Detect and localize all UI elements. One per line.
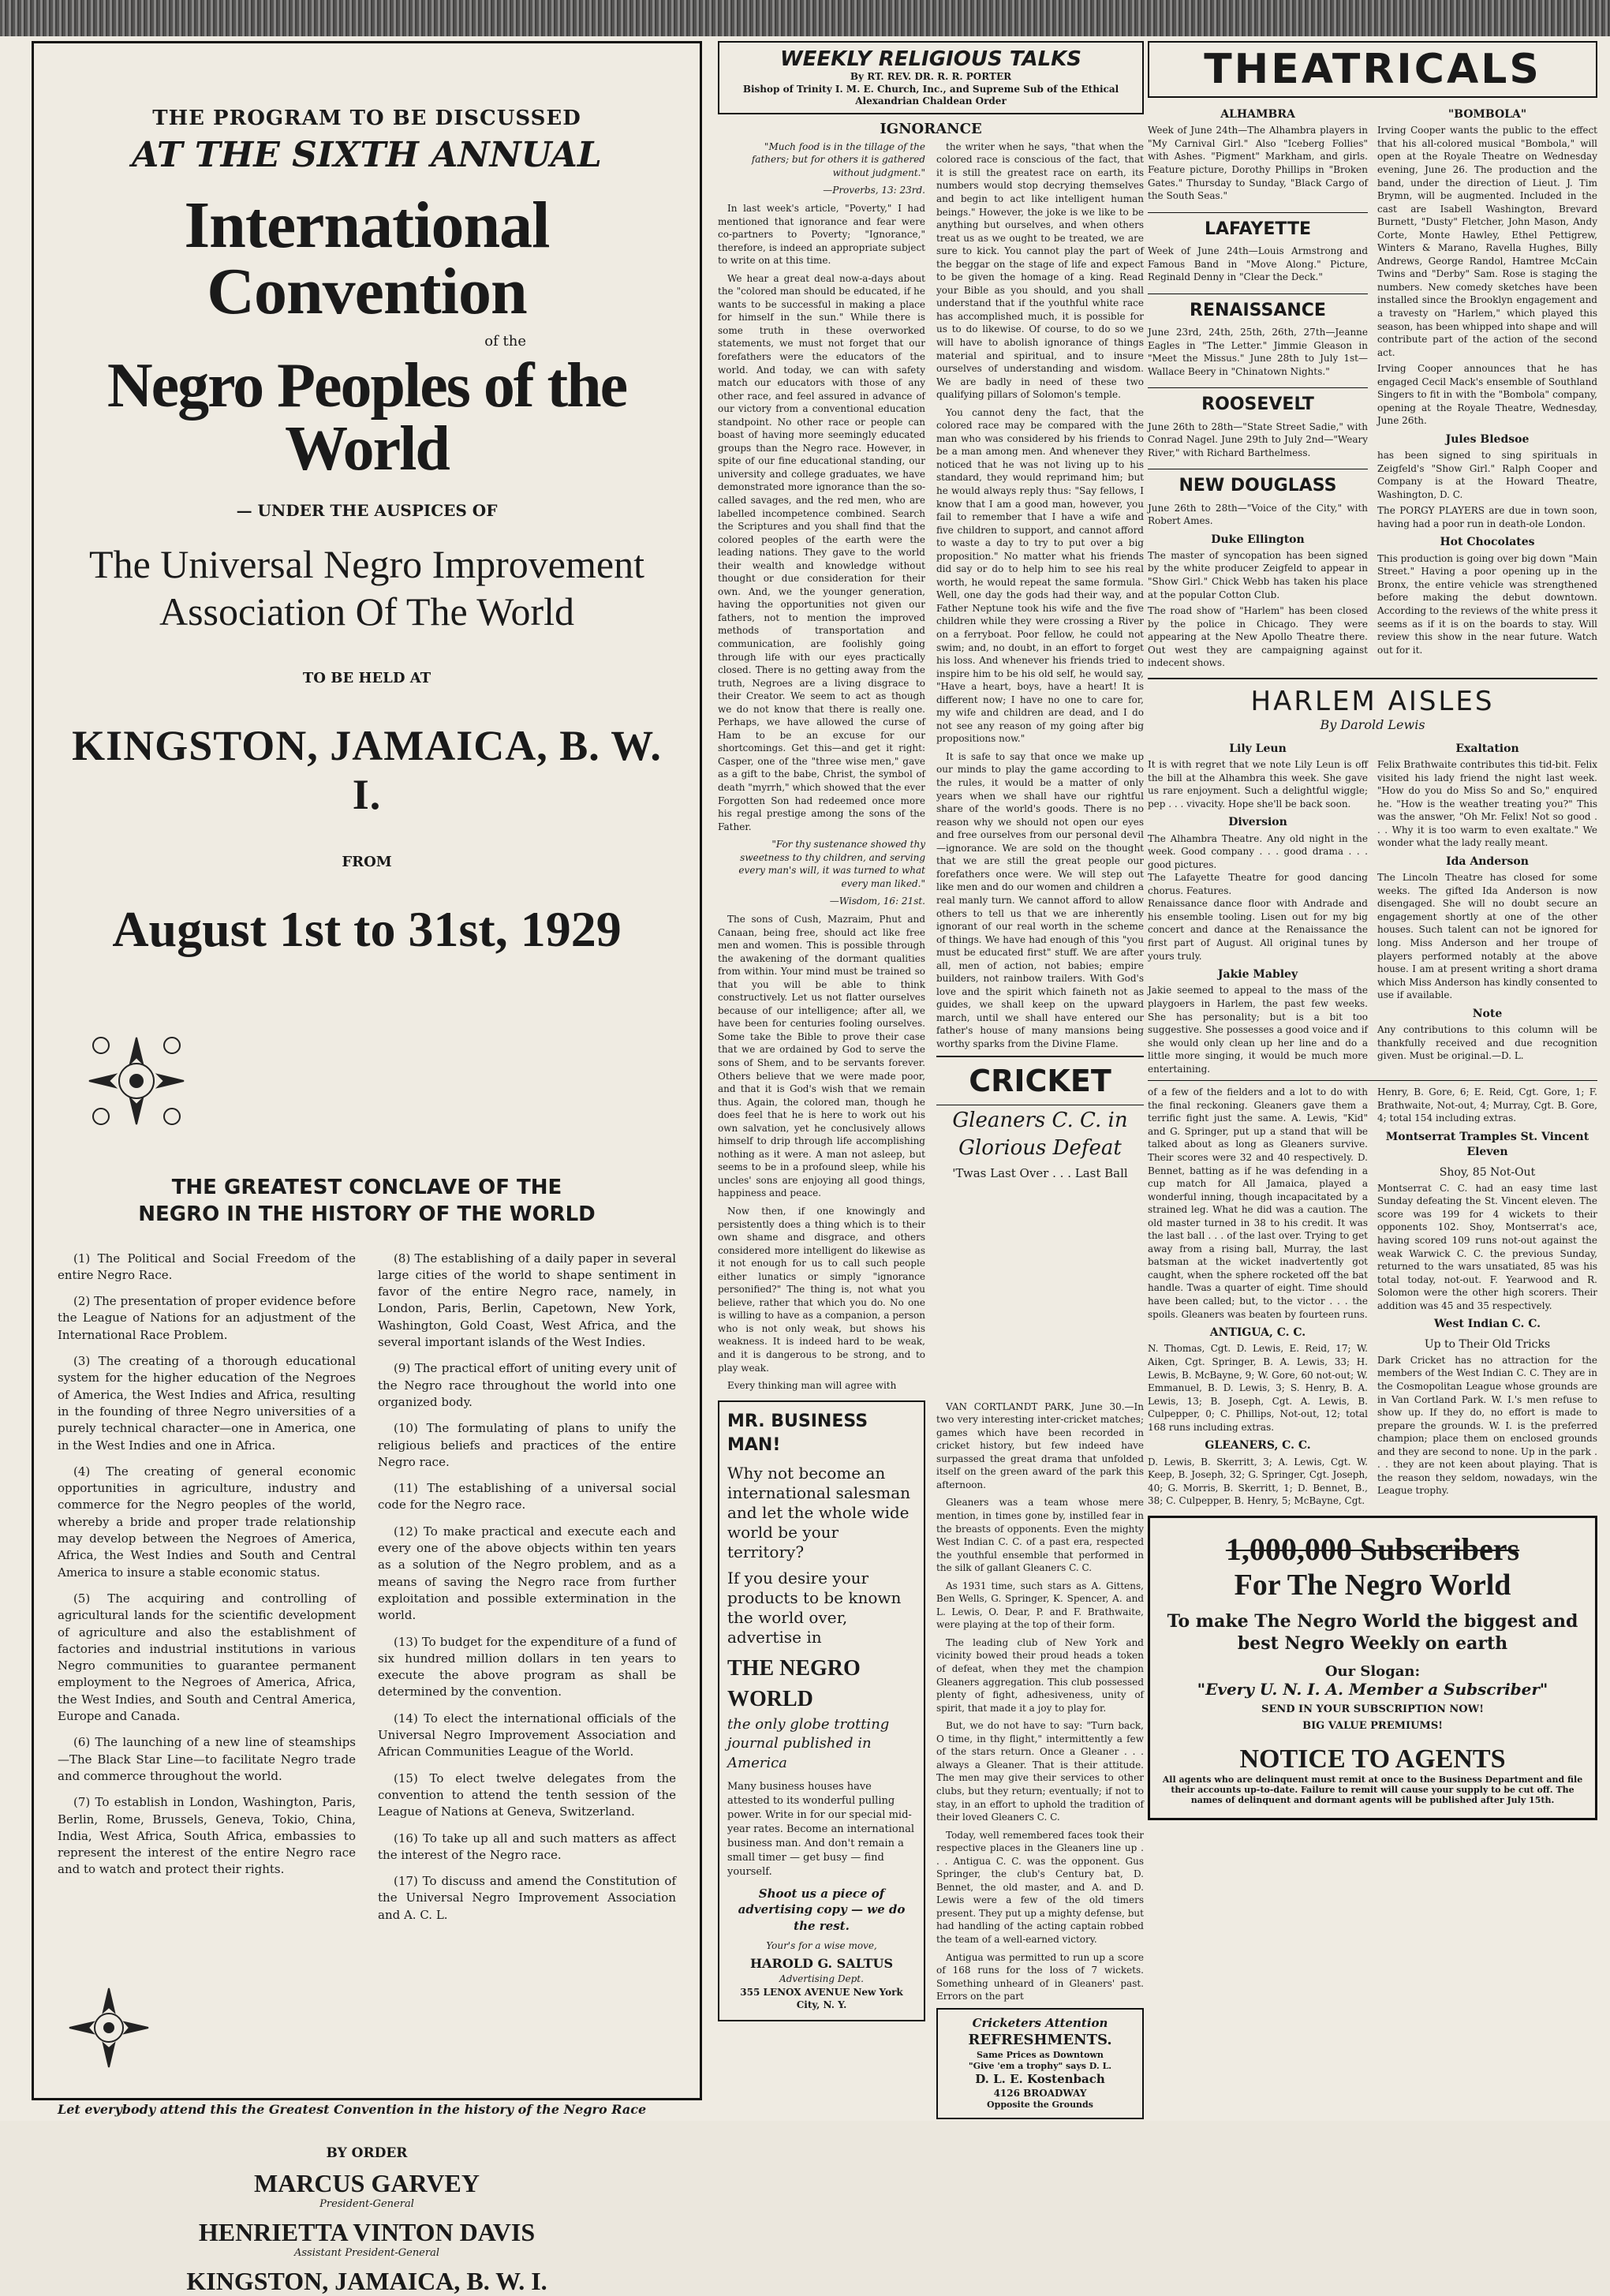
- ad-text: Your's for a wise move,: [766, 1939, 877, 1951]
- refreshments-ad-line: REFRESHMENTS.: [968, 2032, 1112, 2049]
- program-column-right: [378, 1251, 676, 1933]
- article-paragraph: You cannot deny the fact, that the colored race may be compared with the man who was considered by his friends to be a man among men. And whenever they noticed that he was not living up to his standard, they would reprimand him; but he would always reply thus: "Say fellows, I know that I am a good man, however, you fail to remember that I have a wife and five children to support, and cannot afford to waste a day to try to put over a big proposition." No matter what his friends did say or do to help him to see his real worth, he would repeat the same formula. Well, one day the gods had their way, and Father Neptune took his wife and the five children while they were crossing a River on a ferryboat. Poor fellow, he could not swim; and, no doubt, in an effort to forget his loss. And whenever his friends tried to inspire him to be his old self, he would say, "Have a heart, boys, have a heart! It is different now; I have no one to care for, my wife and children are dead, and I do not see any reason of my going after big propositions now.": [936, 406, 1144, 745]
- program-item: (12) To make practical and execute each and every one of the above objects within ten years as a solution of the Negro problem, and as a means of saving the Negro race from further exploitation and possible extermination in the world.: [378, 1524, 676, 1623]
- ad-text: If you desire your products to be known the world over, advertise in: [727, 1569, 902, 1647]
- notice-to-agents: NOTICE TO AGENTS: [1239, 1744, 1506, 1774]
- venue-text: June 23rd, 24th, 25th, 26th, 27th—Jeanne Eagles in "The Letter." Jimmie Gleason in "Meet the Missus." June 28th to July 1st—Wallace Beery in "Chinatown Nights.": [1148, 326, 1368, 377]
- scorecard: N. Thomas, Cgt. D. Lewis, E. Reid, 17; W. Aiken, Cgt. Springer, B. A. Lewis, 33; H. Lewis, B. McBayne, 9; W. Gore, 60 not-out; W. Emmanuel, B. D. Lewis, 3; S. Henry, B. A. Lewis, 13; B. Joseph, Cgt. A. Lewis, B. Culpepper, 0; C. Phillips, Not-out, 12; total 168 runs including extras.: [1148, 1343, 1368, 1433]
- program-item: (15) To elect twelve delegates from the convention to attend the tenth session of the League of Nations at Geneva, Switzerland.: [378, 1771, 676, 1819]
- article-paragraph: Montserrat C. C. had an easy time last Sunday defeating the St. Vincent eleven. The score was 199 for 4 wickets to their opponents 102. Shoy, Montserrat's ace, having scored 109 runs not-out against the weak Warwick C. C. the previous Sunday, returned to the wars unsatiated, 85 was his total today, not-out. F. Yearwood and R. Solomon were the other high scorers. Their addition was 45 and 35 respectively.: [1377, 1182, 1597, 1311]
- article-paragraph: Jakie seemed to appeal to the mass of the playgoers in Harlem, the past few weeks. She has personality; but is a bit too suggestive. She possesses a good voice and if she would only clean up her line and do a little more singing, it would be much more entertaining.: [1148, 985, 1368, 1075]
- greatest-conclave: [58, 1175, 676, 1228]
- cricket-subheading-3: 'Twas Last Over . . . Last Ball: [952, 1166, 1128, 1181]
- program-item: (5) The acquiring and controlling of agricultural lands for the scientific development of agriculture and also the establishment of factories and industrial institutions in various Negro communities to guarantee permanent employment to the Negroes of America, Africa, the West Indies, and South and Central America, Europe and Canada.: [58, 1591, 356, 1724]
- harlem-aisles-section: [1148, 737, 1597, 1075]
- article-paragraph: The Lafayette Theatre for good dancing chorus. Features.: [1148, 872, 1368, 896]
- refreshments-ad-line: Same Prices as Downtown: [977, 2049, 1104, 2060]
- convention-announcement: [32, 41, 702, 2295]
- article-paragraph: The leading club of New York and vicinity bowed their proud heads a token of defeat, when they met the champion Gleaners aggregation. This club possessed plenty of fight, adhesiveness, unity of spirit, that made it a joy to play for.: [936, 1636, 1144, 1714]
- program-column-left: [58, 1251, 356, 1933]
- subscribers-count: 1,000,000 Subscribers: [1225, 1531, 1520, 1567]
- right-column: [1148, 41, 1597, 2100]
- convention-title: International Convention: [184, 189, 550, 328]
- sixth-annual: AT THE SIXTH ANNUAL: [132, 135, 602, 175]
- subscribe-now: SEND IN YOUR SUBSCRIPTION NOW!: [1261, 1703, 1484, 1715]
- program-item: (8) The establishing of a daily paper in several large cities of the world to shape sentiment in favor of the entire Negro race, namely, in London, Paris, Berlin, Capetown, New York, Washington, Gold Coast, West Africa, and the several important islands of the West Indies.: [378, 1251, 676, 1350]
- article-paragraph: Dark Cricket has no attraction for the members of the West Indian C. C. They are in the Cosmopolitan League whose grounds are in Van Cortland Park. W. I.'s men refuse to show up. If they do, no effort is made to prepare the grounds. W. I. is the preferred champion; place them on enclosed grounds and they are second to none. Up in the park . . . they are not keen about playing. That is the reason they seldom, nowadays, win the League trophy.: [1377, 1354, 1597, 1497]
- ad-tagline: the only globe trotting journal published in America: [727, 1715, 890, 1772]
- religious-article: [718, 140, 1144, 1397]
- signature-location: KINGSTON, JAMAICA, B. W. I.: [186, 2266, 547, 2295]
- article-paragraph: Antigua was permitted to run up a score of 168 runs for the loss of 7 wickets. Something unheard of in Gleaners' past. Errors on the part: [936, 1951, 1144, 2002]
- cricket-article-column: [936, 1400, 1144, 2119]
- article-paragraph: of a few of the fielders and a lot to do with the final reckoning. Gleaners gave them a terrific fight just the same. A. Lewis, "Kid" and G. Springer, put up a stand that will be talked about as long as Gleaners survive. Their scores were 32 and 40 respectively. D. Bennet, batting as if he was defending in a cup match for All Jamaica, played a wonderful inning, though incapacitated by a strained leg. What he did was a caution. The old master turned in 38 to his credit. It was the last ball . . . of the last over. Trying to get away from a rising ball, Murray, the last batsman at the wicket inadvertently got caught, when the sphere rocketed off the bat handle. Twas a quarter of eight. Time should have been called; but, to the victor . . . the spoils. Gleaners was beaten by fourteen runs.: [1148, 1086, 1368, 1320]
- column-subhead: Lily Leun: [1229, 742, 1287, 755]
- convention-program: [58, 1251, 676, 1933]
- subscribers-paper: For The Negro World: [1234, 1568, 1511, 1602]
- theatricals-column: [1377, 103, 1597, 670]
- article-paragraph: Renaissance dance floor with Andrade and his ensemble tooling. Lisen out for my big concert and dance at the Renaissance the first part of August. All original tunes by yours truly.: [1148, 898, 1368, 962]
- slogan-text: "Every U. N. I. A. Member a Subscriber": [1197, 1679, 1548, 1699]
- venue-text: June 26th to 28th—"State Street Sadie," with Conrad Nagel. June 29th to July 2nd—"Weary River," with Richard Barthelmess.: [1148, 421, 1368, 458]
- notice-text: All agents who are delinquent must remit at once to the Business Department and file their accounts up-to-date. Failure to remit will cause your supply to be cut off. The names of delinquent and dormant agents will be published after July 15th.: [1162, 1774, 1583, 1805]
- gleaners-heading: GLEANERS, C. C.: [1205, 1439, 1311, 1453]
- conclave-line-1: THE GREATEST CONCLAVE OF THE: [171, 1176, 562, 1199]
- harlem-aisles-byline: By Darold Lewis: [1320, 716, 1425, 732]
- convention-location: KINGSTON, JAMAICA, B. W. I.: [72, 722, 662, 818]
- duke-ellington-heading: Duke Ellington: [1211, 533, 1305, 546]
- article-paragraph: The road show of "Harlem" has been closed by the police in Chicago. They were appearing at the New Apollo Theatre there. Out west they are campaigning against indecent shows.: [1148, 605, 1368, 669]
- premiums: BIG VALUE PREMIUMS!: [1302, 1719, 1443, 1732]
- bombola-heading: "BOMBOLA": [1448, 108, 1527, 121]
- attend-notice: Let everybody attend this the Greatest Convention in the history of the Negro Race: [58, 2101, 647, 2117]
- bledsoe-heading: Jules Bledsoe: [1445, 432, 1530, 446]
- theatricals-section: [1148, 103, 1597, 670]
- venue-lafayette: LAFAYETTE: [1148, 212, 1368, 241]
- program-item: (1) The Political and Social Freedom of the entire Negro Race.: [58, 1251, 356, 1282]
- refreshments-ad-line: D. L. E. Kostenbach: [975, 2072, 1105, 2087]
- ad-signature: HAROLD G. SALTUS: [749, 1956, 894, 1972]
- venue-roosevelt: ROOSEVELT: [1148, 387, 1368, 417]
- program-item: (2) The presentation of proper evidence before the League of Nations for an adjustment of the International Race Problem.: [58, 1294, 356, 1342]
- article-paragraph: As 1931 time, such stars as A. Gittens, Ben Wells, G. Springer, K. Spencer, A. and L. Lewis, O. Dear, P. and F. Brathwaite, were playing at the top of their form.: [936, 1580, 1144, 1631]
- article-paragraph: The Alhambra Theatre. Any old night in the week. Good company . . . good drama . . . good pictures.: [1148, 832, 1368, 870]
- venue-text: Week of June 24th—Louis Armstrong and Famous Band in "Move Along." Picture, Reginald Denny in "Clear the Deck.": [1148, 245, 1368, 283]
- column-subhead: Jakie Mabley: [1217, 968, 1298, 982]
- article-paragraph: This production is going over big down "Main Street." Having a poor opening up in the Bronx, the entire vehicle was strengthened before making the debut downtown. According to the reviews of the white press it seems as if it is on the boards to stay. Will review this show in the near future. Watch out for it.: [1377, 552, 1597, 656]
- signature-garvey-title: President-General: [319, 2197, 414, 2210]
- article-paragraph: The sons of Cush, Mazraim, Phut and Canaan, being free, should act like free men and women. This is possible through the awakening of the dormant qualities from within. Your mind must be trained so that you will be able to think constructively. Let us not flatter ourselves because of our intelligence; after all, we have been for centuries fooling ourselves. Some take the Bible to prove their case that we are ordained by God to serve the sons of Shem, and to be servants forever. Others believe that we were made poor, and that it is God's wish that we remain thus. Again, the colored man, though he does feel that he is here to work out his own salvation, yet he conclusively allows himself to drip through life accomplishing nothing as it were. A man not asleep, but seems to be in a profound sleep, while his uncles' sons are enjoying all good things, happiness and peace.: [718, 913, 925, 1199]
- scripture-quote: "For thy sustenance showed thy sweetness to thy children, and serving every man's will, it was turned to what every man liked.": [738, 839, 925, 889]
- program-item: (14) To elect the international officials of the Universal Negro Improvement Association and African Communities League of the World.: [378, 1711, 676, 1759]
- by-order: BY ORDER: [326, 2145, 408, 2161]
- refreshments-ad-line: "Give 'em a trophy" says D. L.: [968, 2060, 1112, 2071]
- venue-alhambra: ALHAMBRA: [1220, 108, 1295, 121]
- aisles-column: [1377, 737, 1597, 1075]
- article-paragraph: Irving Cooper announces that he has engaged Cecil Mack's ensemble of Southland Singers to fit in with the "Bombola" company, opening at the Royale Theatre, Wednesday, June 26th.: [1377, 363, 1597, 427]
- to-be-held: TO BE HELD AT: [302, 670, 431, 686]
- cricket-heading: CRICKET: [936, 1056, 1144, 1105]
- montserrat-heading: Montserrat Tramples St. Vincent Eleven: [1385, 1130, 1589, 1159]
- article-paragraph: Gleaners was a team whose mere mention, in times gone by, instilled fear in the breasts of opponents. Even the mighty West Indian C. C. of a past era, respected the youthful ensemble that performed in the silk of gallant Gleaners C. C.: [936, 1497, 1144, 1574]
- theatricals-column: [1148, 103, 1368, 670]
- program-item: (16) To take up all and such matters as affect the interest of the Negro race.: [378, 1830, 676, 1862]
- slogan-label: Our Slogan:: [1324, 1662, 1421, 1680]
- scripture-quote: "Much food is in the tillage of the fathers; but for others it is gathered without judgment.": [751, 140, 925, 178]
- ad-heading: MR. BUSINESS MAN!: [727, 1411, 869, 1455]
- signature-garvey: MARCUS GARVEY: [254, 2168, 480, 2197]
- antigua-heading: ANTIGUA, C. C.: [1209, 1326, 1306, 1340]
- ad-address: 355 LENOX AVENUE New York City, N. Y.: [740, 1986, 903, 2011]
- column-subhead: Diversion: [1228, 816, 1287, 829]
- article-paragraph: The PORGY PLAYERS are due in town soon, having had a poor run in death-ole London.: [1377, 505, 1597, 529]
- venue-text: Week of June 24th—The Alhambra players in "My Carnival Girl." Also "Iceberg Follies" with Ashes. "Pigment" Markham, and girls. Feature picture, Dorothy Phillips in "Broken Gates." Thursday to Sunday, "Black Cargo of the South Seas.": [1148, 125, 1368, 202]
- cricket-cont-column: [1148, 1086, 1368, 1507]
- article-paragraph: Felix Brathwaite contributes this tid-bit. Felix visited his lady friend the night last week. "How do you do Miss So and So," enquired he. "How is the weather treating you?" This was the answer, "Oh Mr. Felix! Not so good . . . Why it is too warm to even exaltate." We wonder what the lady really meant.: [1377, 759, 1597, 849]
- program-item: (4) The creating of general economic opportunities in agriculture, industry and commerce for the Negro peoples of the world, whereby a bride and proper trade relationship may develop between the Negroes of America, Africa, the West Indies and South and Central America to insure a stable economic status.: [58, 1464, 356, 1580]
- program-item: (6) The launching of a new line of steamships—The Black Star Line—to facilitate Negro trade and commerce throughout the world.: [58, 1735, 356, 1783]
- of-the: of the: [484, 333, 526, 350]
- religious-talks-byline: By RT. REV. DR. R. R. PORTER: [850, 71, 1012, 82]
- west-indian-heading: West Indian C. C.: [1433, 1318, 1541, 1331]
- cricket-section: [718, 1400, 1144, 2119]
- article-paragraph: Every thinking man will agree with: [727, 1380, 897, 1392]
- article-paragraph: Now then, if one knowingly and persistently does a thing which is to their own shame and disgrace, and others considered more intelligent do likewise as it not enough for us to call such people either lunatics or simply "ignorance personified?" The thing is, not what you believe, rather that which you do. No one is willing to have as a companion, a person who is not only weak, but shows his weakness. It is indeed hard to be weak, and it is dangerous to be strong, and to play weak.: [718, 1205, 925, 1374]
- signature-davis-title: Assistant President-General: [293, 2246, 440, 2259]
- conclave-line-2: NEGRO IN THE HISTORY OF THE WORLD: [138, 1202, 596, 1226]
- article-paragraph: The Lincoln Theatre has closed for some weeks. The gifted Ida Anderson is now disengaged. She will no doubt secure an engagement shortly at one of the other houses. Such talent can not be ignored for long. Miss Anderson and her troupe of players performed notably at the above house. I am at present writing a short drama which Miss Anderson has kindly consented to use if available.: [1377, 872, 1597, 1001]
- article-paragraph: In last week's article, "Poverty," I had mentioned that ignorance and fear were co-partners to Poverty; "Ignorance," therefore, is indeed an appropriate subject to write on at this time.: [718, 202, 925, 267]
- from-label: FROM: [342, 854, 392, 870]
- ad-text: Shoot us a piece of advertising copy — we do the rest.: [738, 1886, 906, 1934]
- refreshments-ad-line: Opposite the Grounds: [987, 2100, 1093, 2111]
- subscribers-goal: To make The Negro World the biggest and best Negro Weekly on earth: [1167, 1610, 1578, 1655]
- column-subhead: Exaltation: [1455, 742, 1519, 755]
- ad-text: Why not become an international salesman and let the whole wide world be your territory?: [727, 1464, 911, 1562]
- article-column: [718, 140, 925, 1397]
- subscribers-ad: [1148, 1516, 1597, 1820]
- scripture-source: —Proverbs, 13: 23rd.: [823, 185, 925, 196]
- harlem-aisles-heading: HARLEM AISLES: [1148, 678, 1597, 717]
- program-item: (11) The establishing of a universal social code for the Negro race.: [378, 1481, 676, 1513]
- article-paragraph: It is with regret that we note Lily Leun is off the bill at the Alhambra this week. She gave us rare enjoyment. Such a delightful wiggle; pep . . . vivacity. Hope she'll be back soon.: [1148, 759, 1368, 810]
- article-paragraph: The master of syncopation has been signed by the white producer Zeigfeld to appear in "Show Girl." Chick Webb has taken his place at the popular Cotton Club.: [1148, 549, 1368, 600]
- program-kicker: THE PROGRAM TO BE DISCUSSED: [152, 107, 581, 130]
- ad-department: Advertising Dept.: [779, 1973, 864, 1985]
- cricket-subheading-1: Gleaners C. C. in: [952, 1108, 1128, 1132]
- cricket-continuation: [1148, 1080, 1597, 1507]
- scorecard: Henry, B. Gore, 6; E. Reid, Cgt. Gore, 1; F. Brathwaite, Not-out, 4; Murray, Cgt. B. Gore, 4; total 154 including extras.: [1377, 1086, 1597, 1124]
- cricket-cont-column: [1377, 1086, 1597, 1507]
- article-paragraph: Any contributions to this column will be thankfully received and due recognition given. Must be original.—D. L.: [1377, 1024, 1597, 1062]
- scorecard: D. Lewis, B. Skerritt, 3; A. Lewis, Cgt. W. Keep, B. Joseph, 32; G. Springer, Cgt. Joseph, 40; G. Morris, B. Skerritt, 1; D. Bennet, B., 38; C. Culpepper, B. Henry, 5; McBayne, Cgt.: [1148, 1456, 1368, 1507]
- program-item: (9) The practical effort of uniting every unit of the Negro race throughout the world into one organized body.: [378, 1361, 676, 1409]
- cricket-subheading-2: Glorious Defeat: [958, 1136, 1122, 1161]
- article-headline: IGNORANCE: [880, 120, 982, 137]
- negro-world-ad-column: [718, 1400, 925, 2119]
- column-subhead: Note: [1472, 1007, 1503, 1020]
- theatricals-heading: THEATRICALS: [1148, 41, 1597, 98]
- program-item: (10) The formulating of plans to unify the religious beliefs and practices of the entire Negro race.: [378, 1421, 676, 1469]
- signature-davis: HENRIETTA VINTON DAVIS: [198, 2217, 536, 2246]
- article-paragraph: It is safe to say that once we make up our minds to play the game according to the rules, it would be a matter of only years when we shall have our rightful share of the world's goods. There is no reason why we should not open our eyes and free ourselves from our personal devil—ignorance. We are sold on the thought that we are still the great people our forefathers once were. We will step out like men and do our women and children a real manly turn. We cannot afford to allow others to tell us that we are inherently ignorant of our real worth in the scheme of things. We have had enough of this "you must be educated first" stuff. We are after all, men of action, not babies; empire builders, not rainbow trailers. With God's love and the spirit which faineth not as guides, we shall keep on the upward march, until we shall have entered our father's house of many mansions being worthy sparks from the Divine Flame.: [936, 750, 1144, 1049]
- refreshments-ad: [936, 2008, 1144, 2119]
- negro-peoples-title: Negro Peoples of the World: [106, 351, 627, 484]
- religious-talks-title: WEEKLY RELIGIOUS TALKS: [779, 47, 1082, 71]
- page-header-band: [0, 0, 1610, 36]
- program-item: (17) To discuss and amend the Constitution of the Universal Negro Improvement Association and A. C. L.: [378, 1874, 676, 1922]
- article-paragraph: We hear a great deal now-a-days about the "colored man should be educated, if he wants to be successful in making a place for himself in the sun." While there is some truth in these overworked statements, we must not forget that our forefathers were the educators of the world. And today, we can with safety match our educators with those of any other race, and feel assured in advance of our victory from a conventional education standpoint. No other race or people can boast of having more seemingly educated groups than the Negro race. However, in spite of our fine educational standing, our university and college graduates, we have demonstrated more ignorance than the so-called savages, and the red men, who are labelled incompetence combined. Search the Scriptures and you shall find that the colored peoples of the earth were the leading nations. They gave to the world their wealth and knowledge without thought or due consideration for their own. And, we the younger generation, having the opportunities not given our fathers, not to mention the improved methods of transportation and communication, are foolishly going through life with our eyes practically closed. There is no getting away from the truth, Negroes are a living disgrace to their Creator. We seem to act as though we do not know that there is really one. Perhaps, we have allowed the curse of Ham to be an excuse for our shortcomings. Get this—and get it right: Casper, one of the "three wise men," gave as a gift to the babe, Christ, the symbol of death "myrrh," which showed that the ever Forgotten Son had redeemed once more his regal prestige among the sons of the Father.: [718, 272, 925, 832]
- program-item: (3) The creating of a thorough educational system for the higher education of the Negroes of America, the West Indies and Africa, resulting in the founding of three Negro universities of a purely technical character—one in America, one in the West Indies and one in Africa.: [58, 1354, 356, 1453]
- convention-dates: August 1st to 31st, 1929: [112, 901, 622, 957]
- venue-text: June 26th to 28th—"Voice of the City," with Robert Ames.: [1148, 502, 1368, 527]
- article-paragraph: the writer when he says, "that when the colored race is conscious of the fact, that it is still the greatest race on earth, its numbers would stop decrying themselves and begin to act like intelligent human beings." However, the joke is we like to be anything but ourselves, and when others treat us as we ought to be treated, we are sure to kick. You cannot play the part of the beggar on the stage of life and expect to be given the homage of a king. Read your Bible as you should, and you shall understand that if the youthful white race has accomplished much, it is possible for us to do likewise. Of course, to do so we will have to abolish ignorance of things material and spiritual, and to insure ourselves of understanding and wisdom. We are badly in need of these two qualifying pillars of Solomon's temple.: [936, 140, 1144, 401]
- religious-talks-author-title: Bishop of Trinity I. M. E. Church, Inc., and Supreme Sub of the Ethical Alexandrian Chaldean Order: [742, 83, 1119, 107]
- montserrat-subheading: Shoy, 85 Not-Out: [1439, 1165, 1536, 1179]
- middle-column: [718, 41, 1144, 2111]
- hot-chocolates-heading: Hot Chocolates: [1440, 536, 1535, 549]
- article-paragraph: VAN CORTLANDT PARK, June 30.—In two very interesting inter-cricket matches; games which have been recorded in cricket history, but few indeed have surpassed the great drama that unfolded itself on the green award of the park this afternoon.: [936, 1400, 1144, 1490]
- refreshments-ad-line: 4126 BROADWAY: [993, 2087, 1087, 2099]
- article-paragraph: Today, well remembered faces took their respective places in the Gleaners line up . . . Antigua C. C. was the opponent. Gus Springer, the club's Century bat, D. Bennet, the old master, and A. and D. Lewis were a few of the old timers present. They put up a mighty defense, but had handling of the acting captain robbed the team of a well-earned victory.: [936, 1829, 1144, 1945]
- scripture-source: —Wisdom, 16: 21st.: [829, 896, 925, 907]
- column-subhead: Ida Anderson: [1446, 854, 1529, 868]
- article-paragraph: has been signed to sing spirituals in Zeigfeld's "Show Girl." Ralph Cooper and Company is at the Howard Theatre, Washington, D. C.: [1377, 450, 1597, 500]
- article-paragraph: But, we do not have to say: "Turn back, O time, in thy flight," intermittently a few of the stars return. Once a Gleaner . . . always a Gleaner. That is their attitude. The men may give their services to other clubs, but they return; eventually; if not to stay, in an effort to uphold the tradition of their loved Gleaners C. C.: [936, 1720, 1144, 1823]
- venue-renaissance: RENAISSANCE: [1148, 294, 1368, 323]
- unia-line-2: Association Of The World: [159, 589, 574, 634]
- decorative-ornament-icon: [58, 1022, 215, 1140]
- religious-talks-header: [718, 41, 1144, 114]
- decorative-ornament-icon: [58, 1980, 160, 2075]
- article-paragraph: Irving Cooper wants the public to the effect that his all-colored musical "Bombola," will open at the Royale Theatre on Wednesday evening, June 26. The production and the band, under the direction of Lieut. J. Tim Brymn, will be augmented. Included in the cast are Isabell Washington, Brevard Burnett, "Dusty" Fletcher, John Mason, Andy Corte, Monte Hawley, Ethel Pettigrew, Winters & Marano, Ravella Hughes, Billy Andrews, George Randol, Hamtree McCain Twins and "Derby" Sam. Rose is staging the numbers. New comedy sketches have been installed since the Brooklyn engagement and a travesty on "Harlem," which played this season, has been whipped into shape and will contribute part of the action of the second act.: [1377, 125, 1597, 358]
- unia-name: [58, 540, 676, 635]
- ad-text: Many business houses have attested to its wonderful pulling power. Write in for our special mid-year rates. Become an international business man. And don't remain a small timer — get busy — find yourself.: [727, 1781, 914, 1878]
- auspices-line: — UNDER THE AUSPICES OF: [236, 501, 498, 520]
- program-item: (13) To budget for the expenditure of a fund of six hundred million dollars in ten years to execute the above program as shall be determined by the convention.: [378, 1634, 676, 1700]
- aisles-column: [1148, 737, 1368, 1075]
- venue-new-douglass: NEW DOUGLASS: [1148, 469, 1368, 498]
- negro-world-ad: [718, 1400, 925, 2021]
- program-item: (7) To establish in London, Washington, Paris, Berlin, Rome, Brussels, Geneva, Tokio, China, India, West Africa, South Africa, embassies to represent the interest of the entire Negro race and to watch and protect their rights.: [58, 1795, 356, 1877]
- ad-paper-name: THE NEGRO WORLD: [727, 1656, 861, 1711]
- unia-line-1: The Universal Negro Improvement: [89, 542, 644, 586]
- west-indian-subheading: Up to Their Old Tricks: [1424, 1337, 1551, 1351]
- article-column: [936, 140, 1144, 1397]
- refreshments-ad-line: Cricketers Attention: [972, 2015, 1108, 2030]
